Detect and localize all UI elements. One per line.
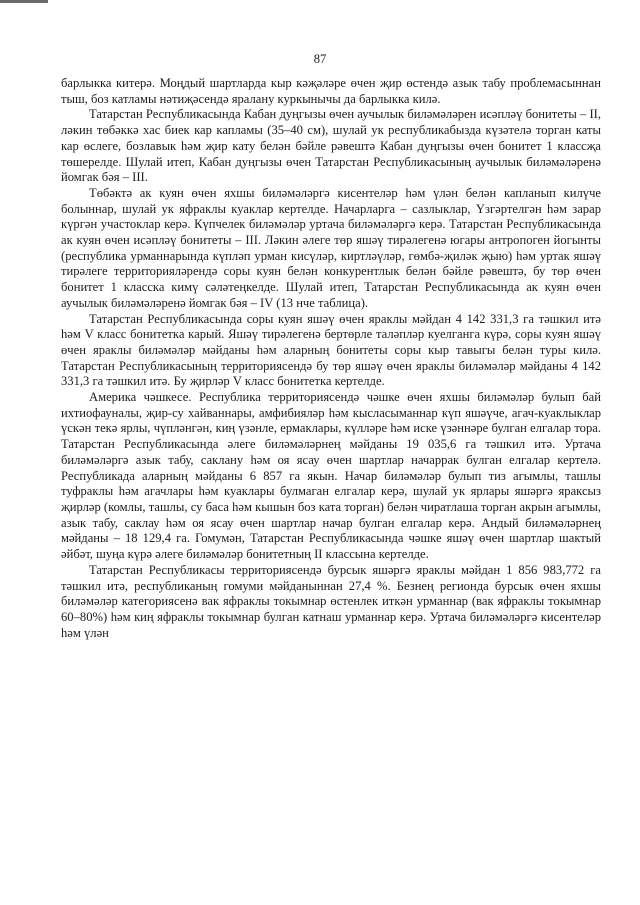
text-body (61, 76, 601, 641)
paragraph-brown-hare: Татарстан Республикасында соры куян яшәү өчен яраклы мәйдан 4 142 331,3 га тәшкил итә һәм V класс бонитетка карый. Яшәү тирәлегенә бертөрле таләпләр куелганга күрә, соры куян яшәү өчен яраклы биләмәләр мәйданы һәм аларның бонитеты соры кыр тавыгы белән туры килә. Татарстан Республикасының территориясендә бу төр яшәү өчен яраклы биләмәләр мәйданы 4 142 331,3 га тәшкил итә. Бу җирләр V класс бонитетка кертелде. (61, 311, 601, 389)
scan-corner-mark (0, 0, 48, 3)
paragraph-badger: Татарстан Республикасы территориясендә бурсык яшәргә яраклы мәйдан 1 856 983,772 га тәшкил итә, республиканың гомуми мәйданыннан 27,4 %. Безнең регионда бурсык өчен яхшы биләмәләр категориясенә вак яфраклы токымнар өстенлек иткән урманнар (вак яфраклы токымнар 60–80%) һәм киң яфраклы токымнар булган катнаш урманнар керә. Уртача биләмәләргә кисентеләр һәм үлән (61, 562, 601, 640)
paragraph-wild-boar: Татарстан Республикасында Кабан дуңгызы өчен аучылык биләмәләрен исәпләү бонитеты – II, ләкин төбәккә хас биек кар капламы (35–40 см), шулай ук республикабызда күзәтелә торган каты кар өслеге, бозлавык һәм җир кату белән бәйле рәвештә Кабан дуңгызы өчен бонитет 1 классҗа төшерелде. Шулай итеп, Кабан дуңгызы өчен Татарстан Республикасының аучылык биләмәләренә йомгак бәя – III. (61, 107, 601, 185)
page-number: 87 (313, 52, 327, 66)
paragraph-american-mink: Америка чәшкесе. Республика территориясендә чәшке өчен яхшы биләмәләр булып бай ихтиофауналы, җир-су хайваннары, амфибияләр һәм кысласыманнар күп яшәүче, агач-куаклыклар үскән текә ярлы, чүпләнгән, киң үзәнле, ермаклары, күлләре һәм иске үзәннәре булган елгалар тора. Татарстан Республикасында әлеге биләмәләрнең мәйданы 19 035,6 га тәшкил итә. Уртача биләмәләргә азык табу, саклану һәм оя ясау өчен шартлар начаррак булган елгалар кертелә. Республикада аларның мәйданы 6 857 га якын. Начар биләмәләр булып тиз агымлы, ташлы туфраклы һәм агачлары һәм куаклары булмаган елгалар керә, шулай ук ярлары яшәргә яраксыз җирләр (комлы, ташлы, су баса һәм кышын боз ката торган) белән чиратлаша торган акрын агымлы, азык табу, саклау һәм оя ясау өчен шартлар начар булган елгалар керә. Андый биләмәләрнең мәйданы – 18 129,4 га. Гомумән, Татарстан Республикасында чәшке яшәү өчен шартлар шактый әйбәт, шуңа күрә әлеге биләмәләр бонитетның II классына кертелде. (61, 390, 601, 562)
paragraph-continuation: барлыкка китерә. Моңдый шартларда кыр кәҗәләре өчен җир өстендә азык табу проблемасыннан тыш, боз катламы нәтиҗәсендә яралану куркынычы да барлыкка килә. (61, 76, 601, 106)
paragraph-white-hare: Төбәктә ак куян өчен яхшы биләмәләргә кисентеләр һәм үлән белән капланып килүче болыннар, шулай ук яфраклы куаклар кертелде. Начарларга – сазлыклар, Үзгәртелгән һәм зарар күргән участоклар керә. Күпчелек биләмәләр уртача биләмәләргә керә. Татарстан Республикасында ак куян өчен исәпләү бонитеты – III. Ләкин әлеге төр яшәү тирәлегенә югары антропоген йогынты (республика урманнарында күпләп урман кисүләр, киртләүләр, гөмбә-җиләк җыю) һәм уртак яшәү тирәлеге территорияләрендә соры куян белән конкурентлык белән бәйле рәвештә, бу төр өчен бонитет 1 класска кимү сәләтеңкелде. Шулай итеп, Татарстан Республикасында ак куян өчен аучылык биләмәләренә йомгак бәя – IV (13 нче таблица). (61, 185, 601, 310)
